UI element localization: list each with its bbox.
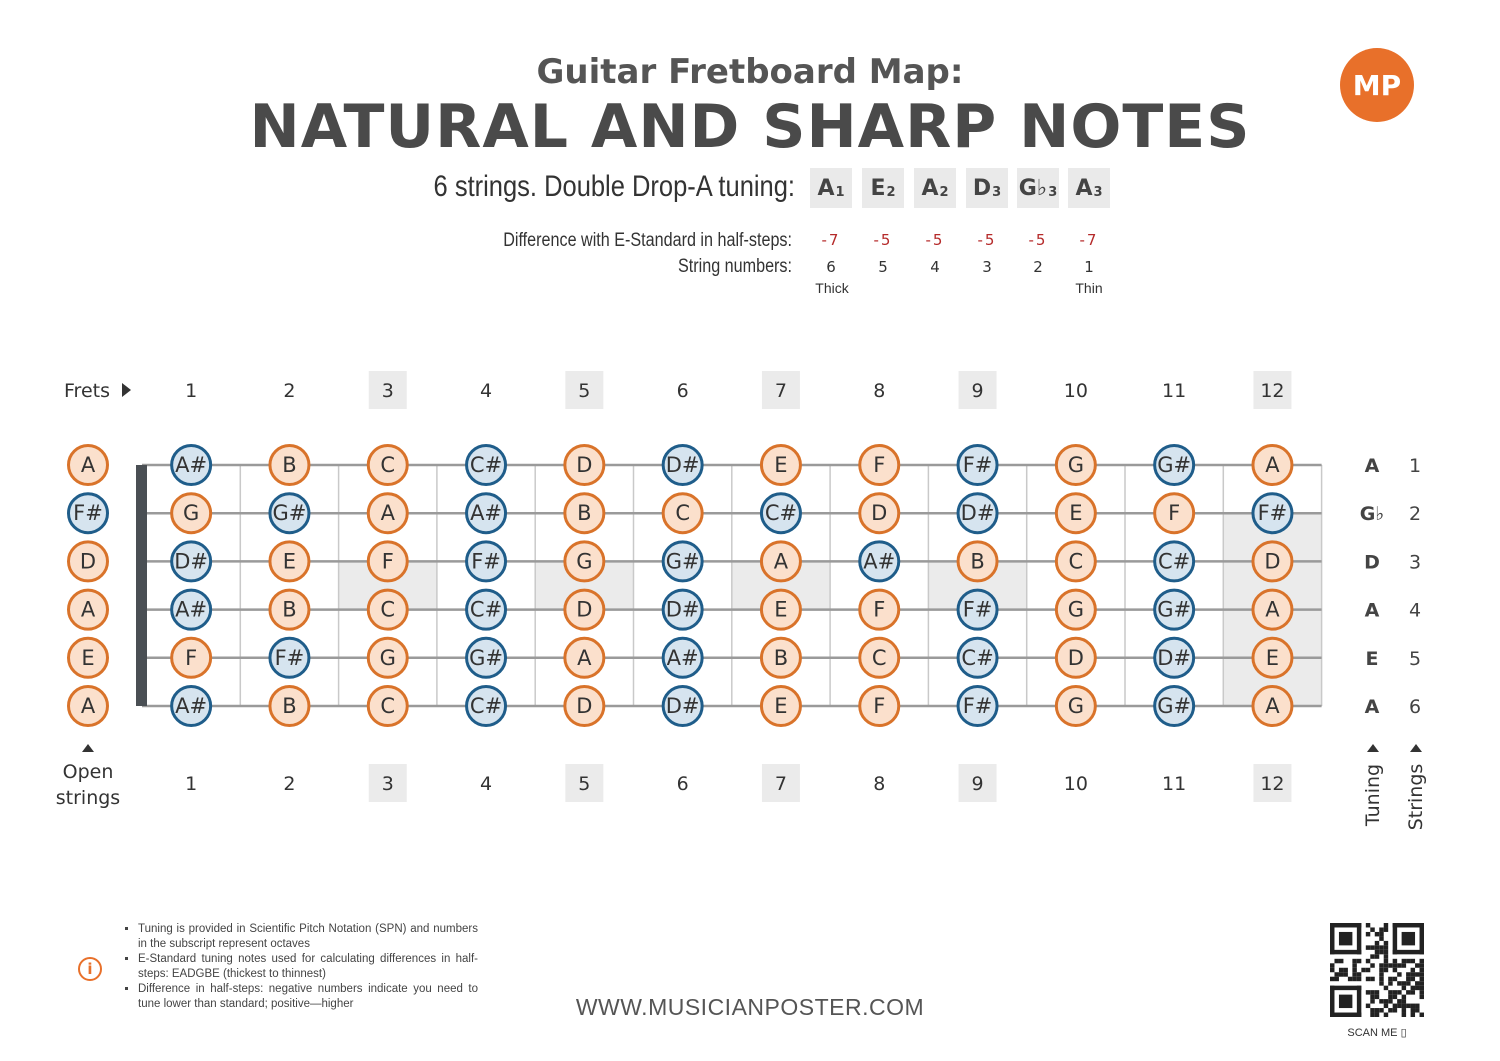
fret-note-label: D (1264, 549, 1281, 574)
fret-note-label: G (379, 645, 396, 670)
fretboard-nut (136, 465, 147, 706)
fret-note-label: B (970, 549, 985, 574)
tuning-octave: 1 (835, 184, 845, 200)
scan-me-label (1330, 1026, 1424, 1039)
fret-number: 9 (971, 773, 984, 795)
fret-note-label: A# (175, 597, 208, 622)
fret-note-label: C# (469, 453, 503, 477)
fret-note-label: C# (1158, 549, 1191, 574)
fret-note-label: C# (469, 597, 503, 622)
fret-number: 12 (1260, 380, 1285, 402)
tuning-note-label: A (1364, 455, 1380, 477)
fret-number: 2 (283, 773, 296, 795)
fret-note-label: F (873, 597, 886, 622)
open-strings-label: Open (62, 761, 114, 783)
halfstep-difference: -7 (821, 231, 841, 249)
strings-arrow-icon (1410, 744, 1422, 752)
fret-note-label: C (675, 501, 690, 526)
footnote-item: ▪ E-Standard tuning notes used for calculating differences in half-steps: EADGBE (thickest to thinnest) (138, 952, 478, 982)
tuning-octave: 3 (992, 184, 1002, 200)
fret-number: 2 (283, 380, 296, 402)
fret-note-label: G# (469, 645, 503, 670)
fret-number: 12 (1260, 773, 1285, 795)
fret-note-label: G (1067, 694, 1084, 718)
string-number-label: 4 (1408, 599, 1422, 622)
string-number-label: 2 (1408, 503, 1422, 526)
fret-note-label: A (773, 549, 789, 574)
thick-label: Thick (815, 280, 849, 296)
fret-note-label: D (576, 597, 593, 622)
fret-note-label: G# (1157, 597, 1192, 622)
fret-note-label: A# (470, 501, 503, 526)
fret-note-label: A (380, 501, 395, 526)
qr-code-icon[interactable] (1330, 923, 1424, 1017)
poster-subtitle: Guitar Fretboard Map: (536, 52, 964, 92)
tuning-octave: 3 (1093, 184, 1103, 200)
fret-note-label: D# (960, 501, 995, 526)
open-string-note-label: A (80, 453, 96, 477)
musicianposter-logo[interactable]: MP (1340, 48, 1414, 122)
fret-note-label: A# (666, 645, 699, 670)
tuning-octave: 2 (939, 184, 949, 200)
fret-number: 7 (774, 773, 787, 795)
fret-note-label: E (774, 453, 788, 477)
scan-me-text: SCAN ME (1347, 1027, 1398, 1039)
fret-number: 4 (480, 380, 493, 402)
fret-note-label: D (576, 694, 593, 718)
fret-number: 10 (1063, 773, 1088, 795)
open-string-note-label: A (80, 597, 96, 622)
fret-note-label: B (282, 597, 297, 622)
open-strings-arrow-icon (82, 744, 94, 752)
fret-note-label: E (282, 549, 297, 574)
footnote-item: ▪ Difference in half-steps: negative numbers indicate you need to tune lower than standard; positive—higher (138, 982, 478, 1012)
string-number: 6 (826, 258, 836, 276)
fret-note-label: B (773, 645, 789, 670)
fret-note-label: C (380, 694, 396, 718)
fret-note-label: F# (471, 549, 501, 574)
halfstep-difference: -5 (977, 231, 997, 249)
fret-note-label: F (873, 453, 886, 477)
frets-label: Frets (64, 380, 110, 402)
fret-number: 4 (480, 773, 493, 795)
fret-number: 5 (578, 773, 591, 795)
fret-note-label: F# (274, 645, 305, 670)
fret-note-label: D (1067, 645, 1084, 670)
fret-note-label: B (282, 453, 297, 477)
tuning-octave: 3 (1048, 184, 1058, 200)
fret-number: 6 (676, 380, 689, 402)
string-number: 4 (930, 258, 940, 276)
fret-number: 8 (873, 773, 886, 795)
fret-number: 5 (578, 380, 591, 402)
fret-note-label: F# (962, 597, 993, 622)
fret-note-label: D# (665, 597, 700, 622)
tuning-note: E (870, 175, 886, 201)
fret-note-label: G (576, 549, 593, 574)
string-number-label: 5 (1408, 647, 1422, 670)
string-number-label: 6 (1408, 696, 1422, 718)
fret-note-label: C# (764, 501, 798, 526)
fret-note-label: F (873, 694, 886, 718)
fret-note-label: G# (1157, 694, 1192, 718)
fret-note-label: C# (961, 645, 994, 670)
fret-note-label: A# (175, 694, 208, 718)
fret-note-label: D# (174, 549, 209, 574)
fret-number: 6 (676, 773, 689, 795)
tuning-octave: 2 (886, 184, 896, 200)
tuning-note-label: E (1365, 647, 1379, 670)
fret-number: 8 (873, 380, 886, 402)
fret-note-label: F (185, 645, 198, 670)
string-number: 1 (1084, 258, 1094, 276)
fret-number: 7 (774, 380, 787, 402)
website-url[interactable]: WWW.MUSICIANPOSTER.COM (575, 994, 925, 1020)
halfstep-difference: -5 (873, 231, 893, 249)
tuning-note: D (972, 175, 992, 201)
fret-note-label: F (381, 549, 394, 574)
open-string-note-label: A (80, 694, 96, 718)
string-number: 3 (982, 258, 992, 276)
fret-number: 9 (971, 380, 984, 402)
fret-number: 1 (185, 773, 198, 795)
fret-note-label: B (282, 694, 297, 718)
fret-note-label: A# (175, 453, 208, 477)
fret-note-label: C (380, 597, 396, 622)
strings-axis-label: Strings (1405, 763, 1427, 831)
tuning-note: G♭ (1018, 175, 1048, 201)
fret-note-label: G (1067, 597, 1084, 622)
tuning-note-label: G♭ (1359, 503, 1385, 526)
fret-note-label: E (774, 694, 788, 718)
fret-note-label: D# (665, 453, 700, 477)
tuning-label: 6 strings. Double Drop-A tuning: (433, 170, 795, 203)
fret-note-label: A (577, 645, 592, 670)
fret-note-label: D# (1157, 645, 1192, 670)
fret-note-label: F# (962, 453, 993, 477)
fret-note-label: F# (1257, 501, 1288, 526)
fret-note-label: D (871, 501, 888, 526)
info-icon: i (78, 957, 102, 981)
fret-note-label: B (577, 501, 592, 526)
frets-arrow-icon (122, 383, 131, 397)
fret-note-label: C (1068, 549, 1084, 574)
fret-note-label: G# (272, 501, 307, 526)
open-string-note-label: D (79, 549, 97, 574)
fret-note-label: E (1265, 645, 1280, 670)
fret-number: 11 (1162, 380, 1187, 402)
tuning-note: A (817, 175, 835, 201)
fret-note-label: A# (863, 549, 896, 574)
fret-number: 11 (1162, 773, 1187, 795)
fret-note-label: G# (1157, 453, 1192, 477)
phone-icon: ▯ (1400, 1027, 1407, 1039)
fret-note-label: A (1265, 453, 1280, 477)
tuning-note: A (1075, 175, 1093, 201)
halfstep-difference: -7 (1079, 231, 1099, 249)
fret-note-label: C (871, 645, 887, 670)
tuning-axis-label: Tuning (1362, 763, 1384, 827)
fret-number: 1 (185, 380, 198, 402)
halfstep-difference: -5 (925, 231, 945, 249)
fret-note-label: D# (665, 694, 700, 718)
fret-note-label: A (1265, 597, 1280, 622)
fret-note-label: F (1168, 501, 1181, 526)
tuning-arrow-icon (1367, 744, 1379, 752)
diff-label: Difference with E-Standard in half-steps: (503, 230, 792, 251)
thin-label: Thin (1075, 280, 1103, 296)
open-string-note-label: E (81, 645, 95, 670)
open-strings-label: strings (55, 787, 121, 809)
poster-title: NATURAL AND SHARP NOTES (249, 92, 1251, 162)
fret-note-label: D (576, 453, 593, 477)
footnote-item: ▪ Tuning is provided in Scientific Pitch Notation (SPN) and numbers in the subscript represent octaves (138, 922, 478, 952)
fret-note-label: F# (962, 694, 993, 718)
fret-note-label: G (1067, 453, 1084, 477)
open-string-note-label: F# (73, 501, 103, 526)
string-numbers-label: String numbers: (677, 256, 792, 277)
tuning-note: A (921, 175, 939, 201)
fret-number: 3 (381, 380, 394, 402)
string-number-label: 1 (1408, 455, 1422, 477)
fret-number: 3 (381, 773, 394, 795)
fret-note-label: G# (665, 549, 700, 574)
string-number: 2 (1033, 258, 1043, 276)
fret-note-label: C (380, 453, 396, 477)
tuning-note-label: D (1364, 551, 1380, 574)
string-number: 5 (878, 258, 888, 276)
halfstep-difference: -5 (1028, 231, 1048, 249)
fret-note-label: G (183, 501, 200, 526)
tuning-note-label: A (1364, 599, 1380, 622)
fret-note-label: E (774, 597, 788, 622)
tuning-note-label: A (1364, 696, 1380, 718)
fret-note-label: A (1265, 694, 1280, 718)
fret-number: 10 (1063, 380, 1088, 402)
string-number-label: 3 (1408, 551, 1422, 574)
fret-note-label: E (1069, 501, 1083, 526)
fret-note-label: C# (469, 694, 503, 718)
